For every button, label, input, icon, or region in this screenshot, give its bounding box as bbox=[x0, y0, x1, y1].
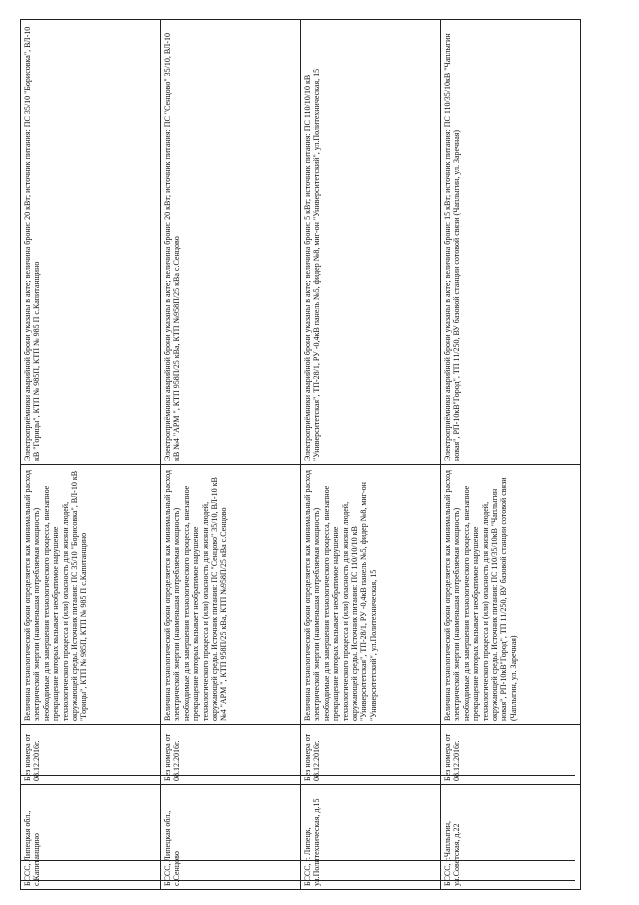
table-row bbox=[441, 20, 581, 890]
document-cell: Без номера от 08.12.2016г. bbox=[301, 725, 441, 785]
document-cell: Без номера от 08.12.2016г. bbox=[441, 725, 581, 785]
tech-reserve-cell: Величина технологической брони определяется как минимальный расход электрической энергии (наименьшая потребляемая мощность) необходимые для завершения технологического процесса, внезапное прекращение которых вызывает необратимое нарушение технологического процесса и (или) опасность для жизни людей, окружающей среды. Источник питания: ПС "Сенцово" 35/10, ВЛ-10 кВ №4 "АРМ ", КТП 958П/25 кВа, КТП №958П/25 кВа с.Сенцово bbox=[161, 465, 301, 725]
emergency-reserve-cell: Электроприёмники аварийной брони указаны в акте; величина брони: 15 кВт; источник питания: ПС 110/35/10кВ "Чаплыгин новая", РП-10кВ"Город", ТП 11/250, ВУ базовой станции сотовой связи (Чаплыгин, ул. Заречная) bbox=[441, 20, 581, 465]
rotated-table-area bbox=[20, 20, 580, 890]
object-cell: БССС, Липецкая обл., с.Капитанщино bbox=[21, 785, 161, 890]
reserve-table bbox=[20, 19, 581, 890]
tech-reserve-cell: Величина технологической брони определяется как минимальный расход электрической энергии (наименьшая потребляемая мощность) необходимые для завершения технологического процесса, внезапное прекращение которых вызывает необратимое нарушение технологического процесса и (или) опасность для жизни людей, окружающей среды. Источник питания: ПС 35/10 "Борисовка", ВЛ-10 кВ "Горицы", КТП № 985П, КТП № 985 П с.Капитанщино bbox=[21, 465, 161, 725]
emergency-reserve-cell: Электроприёмники аварийной брони указаны в акте; величина брони: 20 кВт; источник питания: ПС 35/10 "Борисовка", ВЛ-10 кВ "Горицы", КТП № 985П, КТП № 985 П с.Капитанщино bbox=[21, 20, 161, 465]
tech-reserve-cell: Величина технологической брони определяется как минимальный расход электрической энергии (наименьшая потребляемая мощность) необходимые для завершения технологического процесса, внезапное прекращение которых вызывает необратимое нарушение технологического процесса и (или) опасность для жизни людей, окружающей среды. Источник питания: ПС 110/10/10 кВ "Университетская", ТП-28/1, РУ -0,4кВ панель №5, фидер №8, миг-он "Университетский", ул.Политехническая, 15 bbox=[301, 465, 441, 725]
table-row bbox=[21, 20, 161, 890]
document-cell: Без номера от 08.12.2016г. bbox=[21, 725, 161, 785]
table-row bbox=[301, 20, 441, 890]
horizontal-divider bbox=[20, 860, 575, 861]
object-cell: БССС, Липецкая обл., с.Сенцово bbox=[161, 785, 301, 890]
emergency-reserve-cell: Электроприёмники аварийной брони указаны в акте; величина брони: 5 кВт; источник питания: ПС 110/10/10 кВ "Университетская", ТП-28/1, РУ -0,4кВ панель №5, фидер №8, миг-он "Университетский", ул.Политехническая, 15 bbox=[301, 20, 441, 465]
table-row bbox=[161, 20, 301, 890]
horizontal-divider bbox=[20, 775, 575, 776]
document-cell: Без номера от 08.12.2016г. bbox=[161, 725, 301, 785]
object-cell: БССС, г. Липецк, ул.Политехническая, д.15 bbox=[301, 785, 441, 890]
object-cell: БССС, г.Чаплыгин, ул.Советская, д.22 bbox=[441, 785, 581, 890]
horizontal-divider bbox=[20, 880, 575, 881]
emergency-reserve-cell: Электроприёмники аварийной брони указаны в акте; величина брони: 20 кВт; источник питания: ПС "Сенцово" 35/10, ВЛ-10 кВ №4 "АРМ ", КТП 958П/25 кВа, КТП №958П/25 кВа с.Сенцово bbox=[161, 20, 301, 465]
tech-reserve-cell: Величина технологической брони определяется как минимальный расход электрической энергии (наименьшая потребляемая мощность) необходимые для завершения технологического процесса, внезапное прекращение которых вызывает необратимое нарушение технологического процесса и (или) опасность для жизни людей, окружающей среды. Источник питания: ПС 110/35/10кВ "Чаплыгин новая", РП-10кВ"Город", ТП 11/250, ВУ базовой станции сотовой связи (Чаплыгин, ул. Заречная) bbox=[441, 465, 581, 725]
